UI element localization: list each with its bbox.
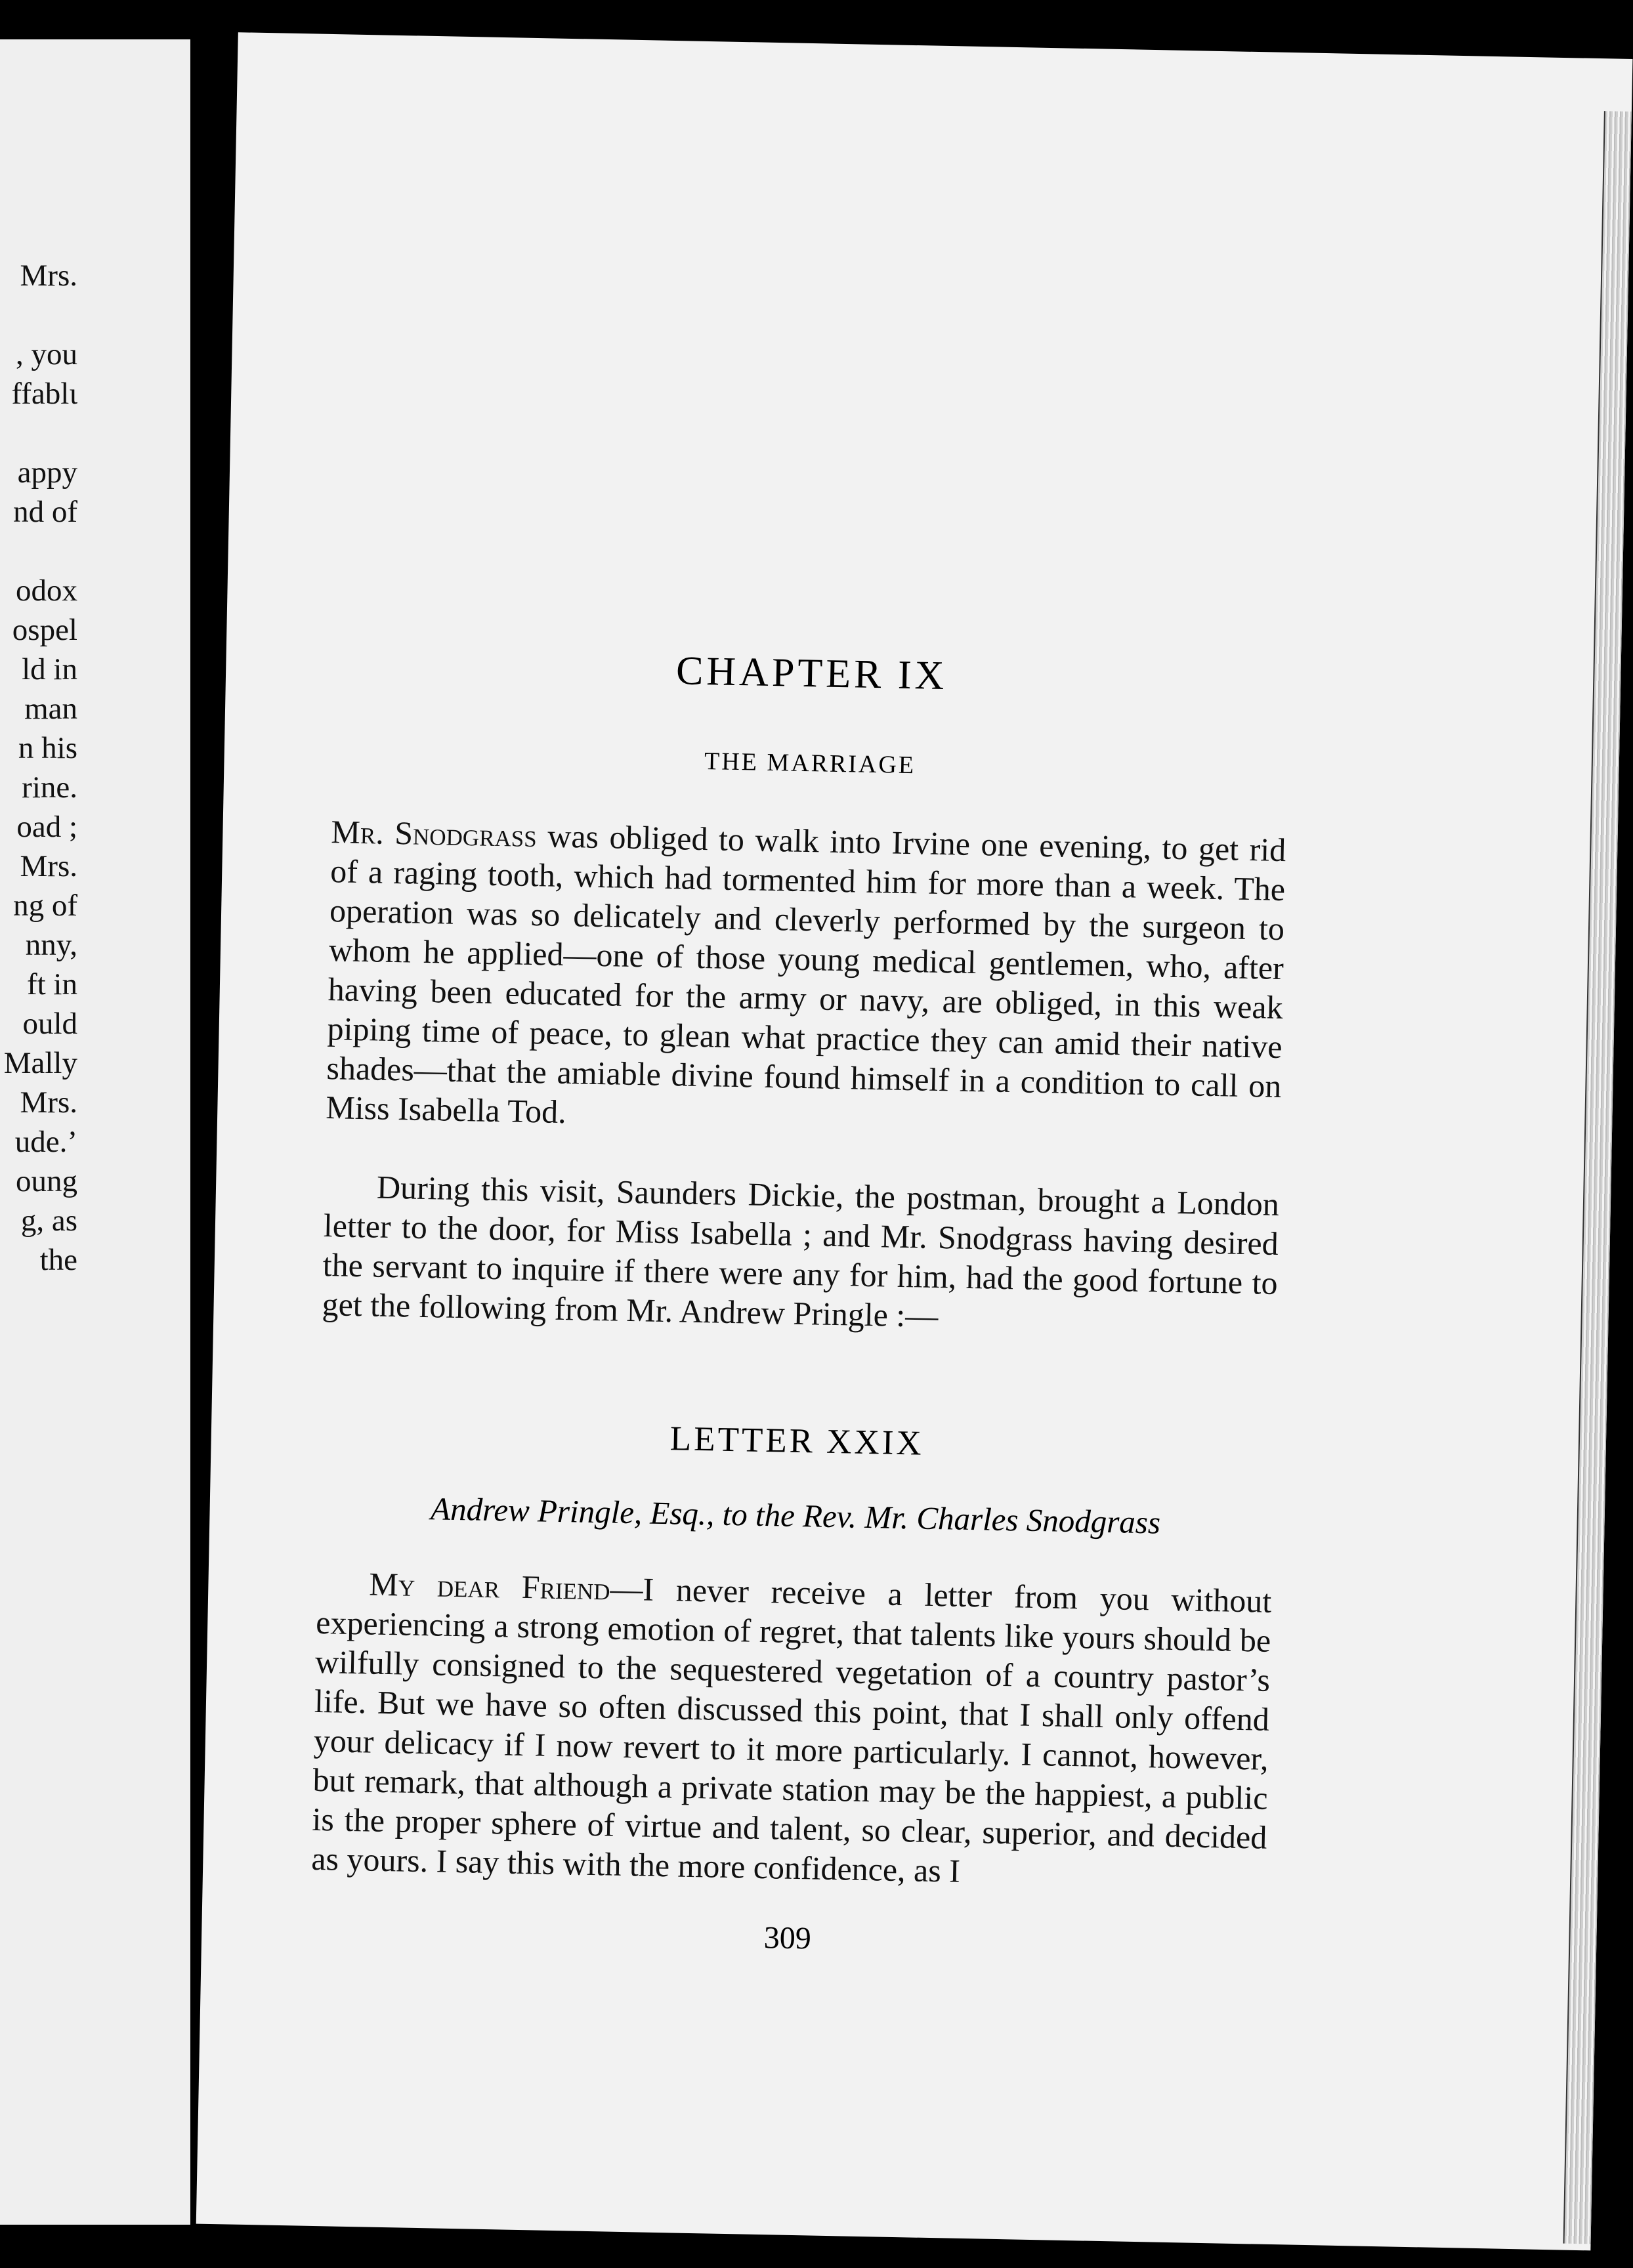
chapter-heading: CHAPTER IX (675, 648, 948, 699)
left-page-fragment: oad ; (16, 810, 77, 844)
left-page-fragment: ng of (13, 889, 77, 923)
left-page-fragment: ould (22, 1007, 77, 1041)
paragraph-3-lead: My dear Friend (368, 1565, 611, 1607)
left-page-fragment (4, 295, 77, 335)
page-number: 309 (763, 1920, 812, 1956)
paragraph-1 (326, 812, 1286, 1145)
left-page-fragment: Mrs. (20, 259, 77, 293)
paragraph-3 (311, 1563, 1272, 1897)
left-page-fragment: , you (16, 337, 77, 371)
chapter-title: THE MARRIAGE (704, 747, 916, 780)
left-page-fragment: ospel (12, 613, 77, 647)
left-page-fragment: Mrs. (20, 1085, 77, 1120)
left-page-fragment: n his (18, 731, 77, 765)
paragraph-2: During this visit, Saunders Dickie, the postman, brought a London letter to the door, for Miss Isabella ; and Mr. Snodgrass having desired the servant to inquire if there were any for him, had the good fortune to get the following from Mr. Andrew Pringle :— (322, 1168, 1280, 1335)
left-page-text-fragments (4, 256, 77, 1280)
left-page-fragment: ffablɩ (11, 377, 77, 411)
left-page-fragment: nny, (25, 928, 77, 962)
left-page-fragment: ld in (22, 652, 77, 686)
paragraph-3-text: —I never receive a letter from you without experiencing a strong emotion of regret, that talents like yours should be wilfully consigned to the sequestered vegetation of a country pastor’s life. But we have so often discussed this point, that I shall only offend your delicacy if I now revert to it more particularly. I cannot, however, but remark, that although a private station may be the happiest, a public is the proper sphere of virtue and talent, so clear, superior, and decided as yours. I say this with the more confidence, as I (310, 1570, 1272, 1889)
left-page-fragment: oung (16, 1164, 77, 1198)
page-edges (1563, 111, 1632, 2244)
left-page-fragment: ude.’ (14, 1125, 77, 1159)
left-page-fragment: nd of (13, 495, 77, 529)
left-page-fragment: the (39, 1243, 77, 1277)
left-page-fragment (4, 413, 77, 453)
left-page-fragment: appy (17, 455, 77, 490)
left-page-fragment: man (24, 692, 77, 726)
right-page (196, 32, 1633, 2250)
left-page-fragment: Mally (3, 1046, 77, 1080)
left-page (0, 39, 190, 2225)
letter-heading: LETTER XXIX (669, 1419, 925, 1463)
paragraph-1-text: was obliged to walk into Irvine one evening, to get rid of a raging tooth, which had tormented him for more than a week. The operation was so delicately and cleverly performed by the surgeon to whom he applied—one of those young medical gentlemen, who, after having been educated for the army or navy, are obliged, in this weak piping time of peace, to glean what practice they can amid their native shades—that the amiable divine found himself in a condition to call on Miss Isabella Tod. (325, 817, 1286, 1131)
left-page-fragment: g, as (20, 1204, 77, 1238)
left-page-fragment: Mrs. (20, 849, 77, 883)
paragraph-1-lead: Mr. Snodgrass (330, 813, 538, 854)
left-page-fragment: rine. (22, 770, 77, 805)
letter-subtitle: Andrew Pringle, Esq., to the Rev. Mr. Charles Snodgrass (430, 1490, 1161, 1541)
left-page-fragment (4, 532, 77, 571)
left-page-fragment: ft in (26, 967, 77, 1001)
left-page-fragment: odox (16, 574, 77, 608)
